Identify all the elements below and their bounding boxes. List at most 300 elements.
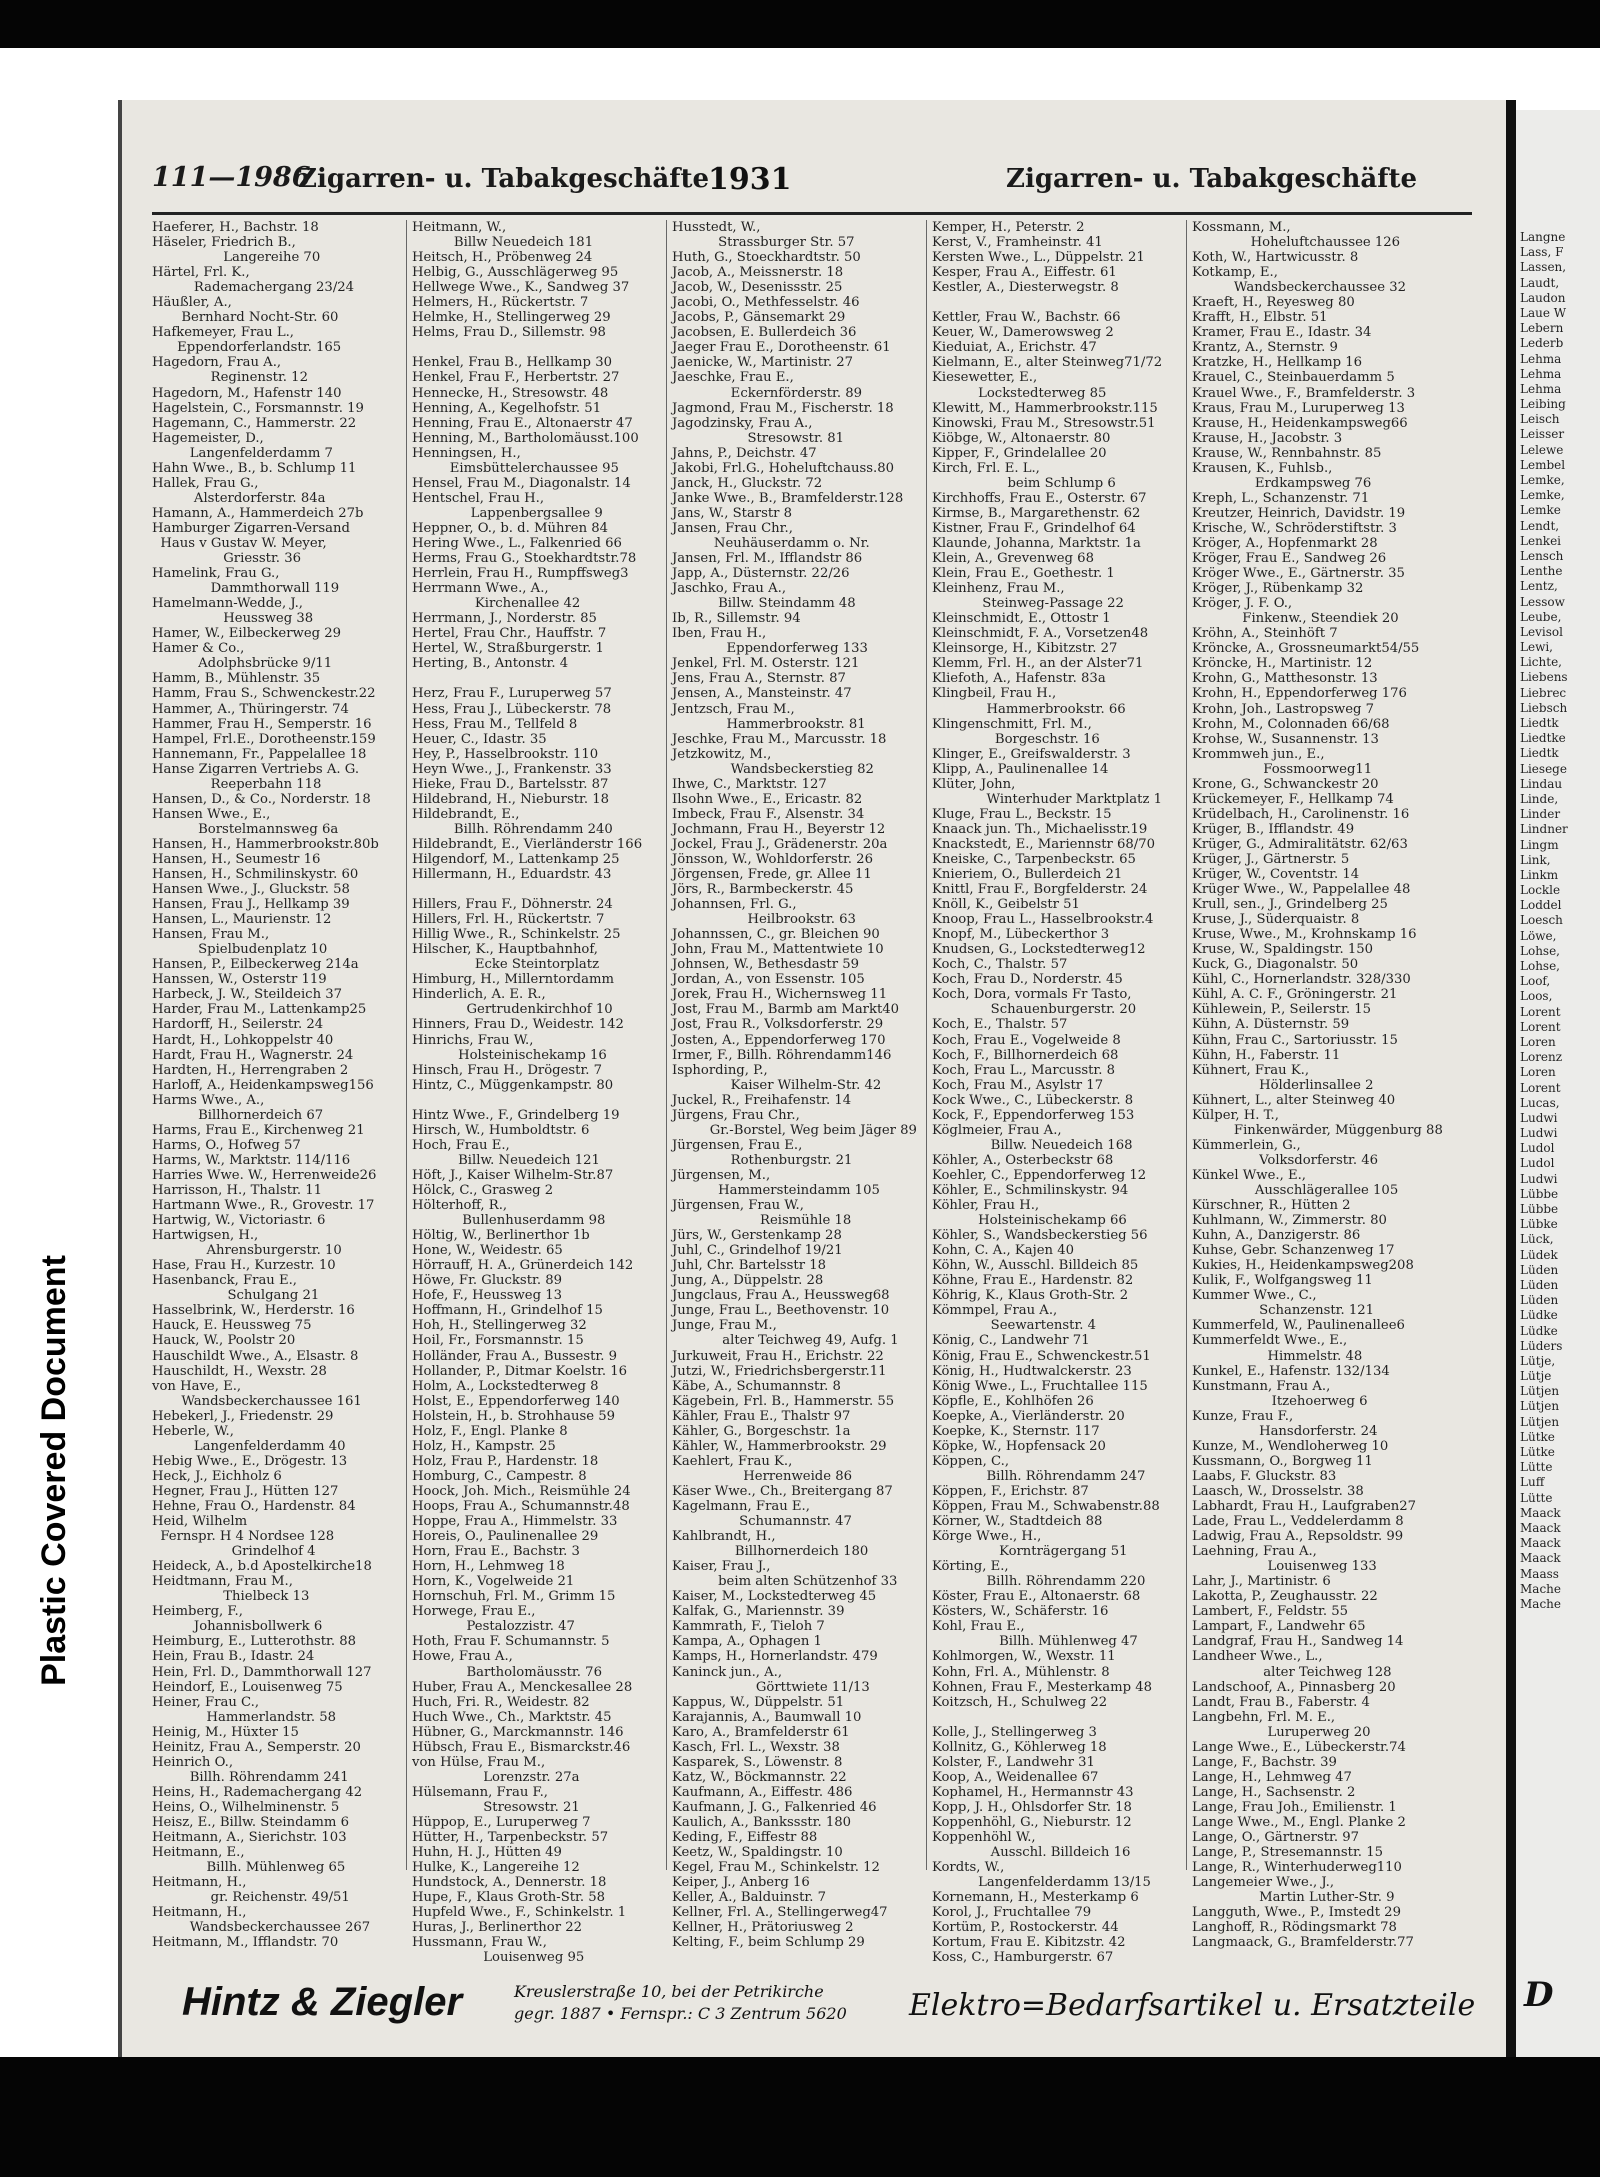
directory-entry: Hasenbanck, Frau E., — [152, 1273, 297, 1289]
directory-entry: Ib, R., Sillemstr. 94 — [672, 611, 801, 627]
directory-entry: König, H., Hudtwalckerstr. 23 — [932, 1363, 1132, 1379]
directory-entry: Karo, A., Bramfelderstr 61 — [672, 1724, 850, 1740]
directory-entry: Keding, F., Eiffestr 88 — [672, 1830, 818, 1846]
directory-entry: Itzehoerweg 6 — [1192, 1393, 1368, 1409]
directory-entry: Landschoof, A., Pinnasberg 20 — [1192, 1679, 1396, 1695]
directory-entry: Jörs, R., Barmbeckerstr. 45 — [672, 882, 854, 898]
directory-entry: Klipp, A., Paulinenallee 14 — [932, 761, 1109, 777]
directory-entry — [932, 295, 1184, 310]
directory-entry: gr. Reichenstr. 49/51 — [152, 1890, 350, 1906]
adjacent-entry-stub: Linkm — [1520, 867, 1559, 882]
directory-entry: Kophamel, H., Hermannstr 43 — [932, 1784, 1134, 1800]
adjacent-entry-stub: Lehma — [1520, 381, 1562, 396]
directory-entry: Hupfeld Wwe., F., Schinkelstr. 1 — [412, 1905, 627, 1921]
adjacent-entry-stub: Ludol — [1520, 1156, 1555, 1171]
column-2 — [412, 220, 664, 1966]
directory-entry: Rademachergang 23/24 — [152, 280, 355, 296]
directory-entry: Hoock, Joh. Mich., Reismühle 24 — [412, 1483, 631, 1499]
adjacent-entry-stub: Lübke — [1520, 1217, 1558, 1232]
directory-entry: Heitsch, H., Pröbenweg 24 — [412, 250, 593, 266]
adjacent-entry-stub: Liebrec — [1520, 685, 1567, 700]
directory-entry: Koepke, A., Vierländerstr. 20 — [932, 1408, 1125, 1424]
directory-entry: Lappenbergsallee 9 — [412, 505, 603, 521]
directory-entry: Hamer & Co., — [152, 641, 245, 657]
directory-entry: Hammer, Frau H., Semperstr. 16 — [152, 716, 372, 732]
directory-entry: Billh. Röhrendamm 247 — [932, 1468, 1146, 1484]
directory-entry: Kellner, Frl. A., Stellingerweg47 — [672, 1905, 888, 1921]
directory-entry: Finkenw., Steendiek 20 — [1192, 611, 1399, 627]
directory-entry: Jaeschke, Frau E., — [672, 370, 794, 386]
directory-entry: Köhn, W., Ausschl. Billdeich 85 — [932, 1258, 1139, 1274]
directory-entry: Billh. Mühlenweg 65 — [152, 1860, 346, 1876]
directory-entry: Koehler, C., Eppendorferweg 12 — [932, 1167, 1147, 1183]
directory-entry: Kampa, A., Ophagen 1 — [672, 1634, 822, 1650]
directory-entry: Heiner, Frau C., — [152, 1694, 260, 1710]
directory-entry: Kruse, J., Süderquaistr. 8 — [1192, 912, 1360, 928]
directory-entry: Hillers, Frau F., Döhnerstr. 24 — [412, 897, 613, 913]
directory-entry: Horwege, Frau E., — [412, 1604, 536, 1620]
adjacent-entry-stub: Lübbe — [1520, 1186, 1559, 1201]
directory-entry: Jungclaus, Frau A., Heussweg68 — [672, 1288, 890, 1304]
directory-entry: Kähler, G., Borgeschstr. 1a — [672, 1423, 851, 1439]
directory-entry: Höft, J., Kaiser Wilhelm-Str.87 — [412, 1167, 614, 1183]
adjacent-entry-stub: Loos, — [1520, 989, 1553, 1004]
directory-entry: Kluge, Frau L., Beckstr. 15 — [932, 806, 1112, 822]
directory-entry: Krause, H., Jacobstr. 3 — [1192, 430, 1343, 446]
adjacent-entry-stub: Lütjen — [1520, 1399, 1560, 1414]
directory-entry: Heitmann, W., — [412, 220, 507, 235]
directory-entry: Härtel, Frl. K., — [152, 265, 250, 281]
adjacent-entry-stub: Lewi, — [1520, 640, 1553, 655]
directory-entry: Lampart, F., Landwehr 65 — [1192, 1619, 1366, 1635]
directory-entry: Huber, Frau A., Menckesallee 28 — [412, 1679, 633, 1695]
column-3 — [672, 220, 924, 1951]
directory-entry: Wandsbeckerchaussee 267 — [152, 1920, 371, 1936]
directory-entry: Kappus, W., Düppelstr. 51 — [672, 1694, 845, 1710]
column-divider — [1186, 220, 1187, 1870]
directory-entry: Kornträgergang 51 — [932, 1544, 1128, 1560]
directory-entry: Kleinschmidt, E., Ottostr 1 — [932, 611, 1111, 627]
directory-entry: Koch, E., Thalstr. 57 — [932, 1017, 1068, 1033]
directory-entry: Hoil, Fr., Forsmannstr. 15 — [412, 1333, 584, 1349]
directory-entry: Reeperbahn 118 — [152, 776, 322, 792]
directory-entry: Fernspr. H 4 Nordsee 128 — [152, 1529, 335, 1545]
directory-entry: Hussmann, Frau W., — [412, 1935, 547, 1951]
directory-entry: Hansdorferstr. 24 — [1192, 1423, 1378, 1439]
directory-entry: Hardorff, H., Seilerstr. 24 — [152, 1017, 324, 1033]
directory-entry: Jansen, Frau Chr., — [672, 520, 793, 536]
year-heading: 1931 — [708, 162, 792, 197]
adjacent-entry-stub: Ludol — [1520, 1141, 1555, 1156]
directory-entry: Hartwigsen, H., — [152, 1228, 259, 1244]
directory-entry: Kiesewetter, E., — [932, 370, 1038, 386]
adjacent-entry-stub: Leisser — [1520, 427, 1565, 442]
directory-entry: Kistner, Frau F., Grindelhof 64 — [932, 520, 1136, 536]
scan-border-bottom — [0, 2057, 1600, 2177]
directory-entry: Langmaack, G., Bramfelderstr.77 — [1192, 1935, 1414, 1951]
directory-entry: Kirchhoffs, Frau E., Osterstr. 67 — [932, 490, 1147, 506]
directory-entry: Schumannstr. 47 — [672, 1514, 852, 1530]
directory-entry: Harms, W., Marktstr. 114/116 — [152, 1152, 351, 1168]
directory-entry: Kummerfeld, W., Paulinenallee6 — [1192, 1318, 1405, 1334]
adjacent-entry-stub: Lüdke — [1520, 1308, 1558, 1323]
directory-entry: Kukies, H., Heidenkampsweg208 — [1192, 1258, 1414, 1274]
directory-entry: Horn, Frau E., Bachstr. 3 — [412, 1544, 580, 1560]
directory-entry: Hartmann Wwe., R., Grovestr. 17 — [152, 1198, 375, 1214]
directory-entry: Kestler, A., Diesterwegstr. 8 — [932, 280, 1119, 296]
directory-entry: Juhl, C., Grindelhof 19/21 — [672, 1243, 843, 1259]
directory-entry: Köpke, W., Hopfensack 20 — [932, 1438, 1106, 1454]
directory-entry: Kuhlmann, W., Zimmerstr. 80 — [1192, 1213, 1387, 1229]
directory-entry: Iben, Frau H., — [672, 626, 767, 642]
adjacent-entry-stub: Lorent — [1520, 1019, 1561, 1034]
directory-entry: Heid, Wilhelm — [152, 1514, 248, 1530]
directory-entry: Heck, J., Eichholz 6 — [152, 1468, 282, 1484]
directory-entry: Hulke, K., Langereihe 12 — [412, 1860, 580, 1876]
ad-address: Kreuslerstraße 10, bei der Petrikirche — [514, 1982, 824, 2001]
directory-entry: Klingenschmitt, Frl. M., — [932, 716, 1092, 732]
directory-entry: Keuer, W., Damerowsweg 2 — [932, 325, 1114, 341]
directory-entry: Janck, H., Gluckstr. 72 — [672, 475, 823, 491]
directory-entry: beim Schlump 6 — [932, 475, 1116, 491]
directory-entry: Hamelmann-Wedde, J., — [152, 596, 303, 612]
directory-entry: Ilsohn Wwe., E., Ericastr. 82 — [672, 791, 863, 807]
directory-entry: Hollander, P., Ditmar Koelstr. 16 — [412, 1363, 627, 1379]
directory-entry: Kummerfeldt Wwe., E., — [1192, 1333, 1348, 1349]
directory-entry: Hinners, Frau D., Weidestr. 142 — [412, 1017, 624, 1033]
directory-entry: Hieke, Frau D., Bartelsstr. 87 — [412, 776, 609, 792]
directory-entry: Köppen, F., Erichstr. 87 — [932, 1483, 1089, 1499]
directory-entry: Kipper, F., Grindelallee 20 — [932, 445, 1107, 461]
directory-entry: Holsteinischekamp 16 — [412, 1047, 607, 1063]
directory-entry: Ahrensburgerstr. 10 — [152, 1243, 342, 1259]
directory-entry: Juckel, R., Freihafenstr. 14 — [672, 1092, 852, 1108]
directory-entry: Kähler, W., Hammerbrookstr. 29 — [672, 1438, 887, 1454]
adjacent-entry-stub: Laue W — [1520, 305, 1567, 320]
directory-entry: Hampel, Frl.E., Dorotheenstr.159 — [152, 731, 376, 747]
adjacent-entry-stub: Linder — [1520, 807, 1561, 822]
directory-entry: Jürgensen, Frau E., — [672, 1137, 803, 1153]
directory-entry: Kröncke, H., Martinistr. 12 — [1192, 656, 1373, 672]
directory-entry: Helmke, H., Stellingerweg 29 — [412, 310, 611, 326]
directory-entry: Wandsbeckerstieg 82 — [672, 761, 874, 777]
directory-entry: Finkenwärder, Müggenburg 88 — [1192, 1122, 1443, 1138]
directory-entry: Krommweh jun., E., — [1192, 746, 1325, 762]
directory-entry: Kersten Wwe., L., Düppelstr. 21 — [932, 250, 1145, 266]
directory-entry: Jönsson, W., Wohldorferstr. 26 — [672, 851, 873, 867]
directory-entry: Kunze, M., Wendloherweg 10 — [1192, 1438, 1389, 1454]
directory-entry: Hütter, H., Tarpenbeckstr. 57 — [412, 1830, 609, 1846]
directory-entry: Hansen, L., Maurienstr. 12 — [152, 912, 332, 928]
directory-entry: Langenfelderdamm 7 — [152, 445, 333, 461]
directory-entry: Heimberg, F., — [152, 1604, 243, 1620]
directory-entry: Billw. Neuedeich 121 — [412, 1152, 600, 1168]
directory-entry: Adolphsbrücke 9/11 — [152, 656, 333, 672]
directory-entry: Henkel, Frau B., Hellkamp 30 — [412, 355, 612, 371]
directory-entry: Hinrichs, Frau W., — [412, 1032, 534, 1048]
directory-entry: Winterhuder Marktplatz 1 — [932, 791, 1162, 807]
adjacent-entry-stub: Ludwi — [1520, 1171, 1558, 1186]
directory-entry: Hansen, H., Schmilinskystr. 60 — [152, 867, 359, 883]
directory-entry: Jurkuweit, Frau H., Erichstr. 22 — [672, 1348, 884, 1364]
directory-entry: Knopf, M., Lübeckerthor 3 — [932, 927, 1110, 943]
directory-entry: Lakotta, P., Zeughausstr. 22 — [1192, 1589, 1378, 1605]
directory-entry: Hess, Frau J., Lübeckerstr. 78 — [412, 701, 612, 717]
directory-entry: Huch, Fri. R., Weidestr. 82 — [412, 1694, 590, 1710]
directory-entry: Hildebrandt, E., Vierländerstr 166 — [412, 836, 643, 852]
directory-entry: Langguth, Wwe., P., Imstedt 29 — [1192, 1905, 1401, 1921]
directory-entry: Hübner, G., Marckmannstr. 146 — [412, 1724, 624, 1740]
directory-entry: Kühn, Frau C., Sartoriusstr. 15 — [1192, 1032, 1398, 1048]
directory-entry: Köhler, A., Osterbeckstr 68 — [932, 1152, 1114, 1168]
directory-entry: Herrenweide 86 — [672, 1468, 853, 1484]
directory-entry: Kelting, F., beim Schlump 29 — [672, 1935, 865, 1951]
directory-entry: Steinweg-Passage 22 — [932, 596, 1124, 612]
directory-entry: Ausschl. Billdeich 16 — [932, 1845, 1131, 1861]
adjacent-entry-stub: Leube, — [1520, 609, 1562, 624]
directory-entry: Lambert, F., Feldstr. 55 — [1192, 1604, 1349, 1620]
directory-entry: Heitmann, H., — [152, 1905, 247, 1921]
directory-entry: Griesstr. 36 — [152, 551, 301, 567]
directory-entry: Louisenweg 95 — [412, 1950, 585, 1966]
directory-entry: Huras, J., Berlinerthor 22 — [412, 1920, 582, 1936]
directory-entry: Hildebrand, H., Nieburstr. 18 — [412, 791, 610, 807]
directory-entry: Katz, W., Böckmannstr. 22 — [672, 1769, 847, 1785]
directory-entry: Kaufmann, J. G., Falkenried 46 — [672, 1799, 877, 1815]
directory-entry — [932, 1710, 1184, 1725]
directory-entry: Kagelmann, Frau E., — [672, 1498, 810, 1514]
directory-entry: Langenfelderdamm 40 — [152, 1438, 346, 1454]
directory-entry: Kossmann, M., — [1192, 220, 1291, 235]
adjacent-entry-stub: Link, — [1520, 852, 1551, 867]
directory-entry: Haus v Gustav W. Meyer, — [152, 535, 327, 551]
directory-entry: Kortum, Frau E. Kibitzstr. 42 — [932, 1935, 1126, 1951]
directory-entry: Billh. Röhrendamm 240 — [412, 821, 613, 837]
directory-entry: Hüppop, E., Luruperweg 7 — [412, 1814, 591, 1830]
directory-entry: Billh. Mühlenweg 47 — [932, 1634, 1138, 1650]
directory-page — [118, 100, 1506, 2080]
directory-entry: Gertrudenkirchhof 10 — [412, 1002, 613, 1018]
directory-entry: Kinowski, Frau M., Stresowstr.51 — [932, 415, 1156, 431]
directory-entry: Hagelstein, C., Forsmannstr. 19 — [152, 400, 364, 416]
directory-entry: Hirsch, W., Humboldtstr. 6 — [412, 1122, 590, 1138]
adjacent-page — [1516, 110, 1600, 2080]
directory-entry: Hensel, Frau M., Diagonalstr. 14 — [412, 475, 631, 491]
directory-entry: Kaehlert, Frau K., — [672, 1453, 793, 1469]
adjacent-entry-stub: Lentz, — [1520, 579, 1558, 594]
adjacent-entry-stub: Lohse, — [1520, 959, 1560, 973]
directory-entry: Billw. Neuedeich 168 — [932, 1137, 1133, 1153]
adjacent-entry-stub: Lebern — [1520, 321, 1564, 336]
directory-entry: Keller, A., Balduinstr. 7 — [672, 1890, 826, 1906]
adjacent-entry-stub: Lütjen — [1520, 1384, 1560, 1399]
adjacent-entry-stub: Lütte — [1520, 1490, 1553, 1505]
directory-entry: Kaulich, A., Bankssstr. 180 — [672, 1814, 852, 1830]
directory-entry: Krause, W., Rennbahnstr. 85 — [1192, 445, 1382, 461]
directory-entry: König Wwe., L., Fruchtallee 115 — [932, 1378, 1148, 1394]
directory-entry: Laehning, Frau A., — [1192, 1544, 1317, 1560]
directory-entry: Eckernförderstr. 89 — [672, 385, 863, 401]
directory-entry: Huch Wwe., Ch., Marktstr. 45 — [412, 1709, 612, 1725]
directory-entry: Koch, F., Billhornerdeich 68 — [932, 1047, 1119, 1063]
adjacent-entry-stub: Lorent — [1520, 1080, 1561, 1095]
directory-entry: Heins, H., Rademachergang 42 — [152, 1784, 363, 1800]
directory-entry: Johnsen, W., Bethesdastr 59 — [672, 957, 859, 973]
directory-entry: Jans, W., Starstr 8 — [672, 505, 793, 521]
directory-entry: Köppen, Frau M., Schwabenstr.88 — [932, 1498, 1160, 1514]
directory-entry: Jetzkowitz, M., — [672, 746, 772, 762]
adjacent-entry-stub: Lemke, — [1520, 473, 1565, 487]
directory-entry: Homburg, C., Campestr. 8 — [412, 1468, 587, 1484]
directory-entry: Kettler, Frau W., Bachstr. 66 — [932, 310, 1121, 326]
directory-entry: Kratzke, H., Hellkamp 16 — [1192, 355, 1363, 371]
directory-entry: Körner, W., Stadtdeich 88 — [932, 1514, 1103, 1530]
adjacent-entry-stub: Maack — [1520, 1505, 1561, 1520]
directory-entry: Jentzsch, Frau M., — [672, 701, 795, 717]
directory-entry: Jahns, P., Deichstr. 47 — [672, 445, 817, 461]
directory-entry: Thielbeck 13 — [152, 1589, 310, 1605]
adjacent-entry-stub: Lassen, — [1520, 260, 1567, 275]
directory-entry: Knaack jun. Th., Michaelisstr.19 — [932, 821, 1148, 837]
directory-entry: Kühl, C., Hornerlandstr. 328/330 — [1192, 972, 1411, 988]
directory-entry: Heindorf, E., Louisenweg 75 — [152, 1679, 343, 1695]
directory-entry: Hegner, Frau J., Hütten 127 — [152, 1483, 339, 1499]
adjacent-entry-stub: Lindner — [1520, 822, 1568, 837]
directory-entry: Kühl, A. C. F., Gröningerstr. 21 — [1192, 987, 1398, 1003]
adjacent-entry-stub: Lehma — [1520, 351, 1562, 366]
directory-entry: Kolster, F., Landwehr 31 — [932, 1754, 1095, 1770]
directory-entry: von Have, E., — [152, 1378, 242, 1394]
directory-entry: Hillig Wwe., R., Schinkelstr. 25 — [412, 927, 621, 943]
directory-entry: Herrmann Wwe., A., — [412, 581, 549, 597]
directory-entry: Kulik, F., Wolfgangsweg 11 — [1192, 1273, 1373, 1289]
directory-entry: Eppendorferlandstr. 165 — [152, 340, 342, 356]
adjacent-entry-stub: Lockle — [1520, 883, 1561, 898]
directory-entry: Langereihe 70 — [152, 250, 321, 266]
directory-entry: Krüger, B., Ifflandstr. 49 — [1192, 821, 1355, 837]
directory-entry: Billw Neuedeich 181 — [412, 235, 594, 251]
directory-entry: Knöll, K., Geibelstr 51 — [932, 897, 1080, 913]
adjacent-entry-stub: Lensch — [1520, 548, 1564, 563]
directory-entry: Horeis, O., Paulinenallee 29 — [412, 1529, 599, 1545]
directory-entry: Kohnen, Frau F., Mesterkamp 48 — [932, 1679, 1153, 1695]
directory-entry: Hertel, W., Straßburgerstr. 1 — [412, 641, 604, 657]
directory-entry: Irmer, F., Billh. Röhrendamm146 — [672, 1047, 892, 1063]
directory-entry: Kasch, Frl. L., Wexstr. 38 — [672, 1739, 840, 1755]
directory-entry: Heins, O., Wilhelminenstr. 5 — [152, 1799, 340, 1815]
column-5 — [1192, 220, 1444, 1951]
adjacent-entry-stub: Lütte — [1520, 1460, 1553, 1475]
directory-entry: Ausschlägerallee 105 — [1192, 1183, 1399, 1198]
directory-entry: Wandsbeckerchaussee 32 — [1192, 280, 1406, 296]
directory-entry: Kuhn, A., Danzigerstr. 86 — [1192, 1228, 1361, 1244]
directory-entry: Lange Wwe., E., Lübeckerstr.74 — [1192, 1739, 1406, 1755]
directory-entry: Hansen, Frau M., — [152, 927, 270, 943]
directory-entry: Hahn Wwe., B., b. Schlump 11 — [152, 460, 357, 476]
directory-entry: Jens, Frau A., Sternstr. 87 — [672, 671, 846, 687]
directory-entry: Neuhäuserdamm o. Nr. — [672, 535, 870, 551]
directory-entry: Kägebein, Frl. B., Hammerstr. 55 — [672, 1393, 895, 1409]
adjacent-entry-stub: Laudt, — [1520, 275, 1560, 290]
directory-entry: Eimsbüttelerchaussee 95 — [412, 460, 619, 476]
adjacent-entry-stub: Loren — [1520, 1065, 1556, 1080]
directory-entry: Jagmond, Frau M., Fischerstr. 18 — [672, 400, 894, 416]
directory-entry: Krüger, W., Coventstr. 14 — [1192, 867, 1360, 883]
directory-entry: Johannisbollwerk 6 — [152, 1619, 323, 1635]
ad-slogan: Elektro=Bedarfsartikel u. Ersatzteile — [909, 1988, 1476, 2023]
directory-entry: Holz, F., Engl. Planke 8 — [412, 1423, 568, 1439]
directory-entry: Wandsbeckerchaussee 161 — [152, 1393, 362, 1409]
directory-entry: Erdkampsweg 76 — [1192, 475, 1372, 491]
directory-entry: Kamps, H., Hornerlandstr. 479 — [672, 1649, 878, 1665]
directory-entry: Juhl, Chr. Bartelsstr 18 — [672, 1258, 826, 1274]
directory-entry: Hansen, D., & Co., Norderstr. 18 — [152, 791, 371, 807]
directory-entry: Kornemann, H., Mesterkamp 6 — [932, 1890, 1139, 1906]
directory-entry: alter Teichweg 49, Aufg. 1 — [672, 1333, 899, 1349]
directory-entry: Jürgensen, M., — [672, 1167, 771, 1183]
directory-entry: Hilscher, K., Hauptbahnhof, — [412, 942, 598, 958]
directory-entry: Seewartenstr. 4 — [932, 1318, 1097, 1334]
adjacent-entry-stub: Langne — [1520, 230, 1566, 244]
directory-entry: Kramer, Frau E., Idastr. 34 — [1192, 325, 1372, 341]
directory-entry: Kruse, W., Spaldingstr. 150 — [1192, 942, 1374, 958]
directory-entry: Henningsen, H., — [412, 445, 521, 461]
adjacent-entry-stub: Lüdke — [1520, 1323, 1558, 1338]
directory-entry: Klüter, John, — [932, 776, 1016, 792]
directory-entry: Lange, H., Lehmweg 47 — [1192, 1769, 1352, 1785]
directory-entry: Schulgang 21 — [152, 1288, 320, 1304]
directory-entry: Koepke, K., Sternstr. 117 — [932, 1423, 1100, 1439]
directory-entry: Hansen Wwe., E., — [152, 806, 271, 822]
adjacent-entry-stub: Loddel — [1520, 898, 1562, 913]
directory-entry: Krüger Wwe., W., Pappelallee 48 — [1192, 882, 1411, 898]
directory-entry: Klemm, Frl. H., an der Alster71 — [932, 656, 1144, 672]
directory-entry: Jenkel, Frl. M. Osterstr. 121 — [672, 656, 860, 672]
directory-entry: Köhler, S., Wandsbeckerstieg 56 — [932, 1228, 1148, 1244]
directory-entry: Jordan, A., von Essenstr. 105 — [672, 972, 865, 988]
directory-entry: Köhne, Frau E., Hardenstr. 82 — [932, 1273, 1134, 1289]
directory-entry: Krüdelbach, H., Carolinenstr. 16 — [1192, 806, 1410, 822]
directory-entry: Lade, Frau L., Veddelerdamm 8 — [1192, 1514, 1404, 1530]
directory-entry: Huhn, H. J., Hütten 49 — [412, 1845, 562, 1861]
directory-entry: Heinitz, Frau A., Semperstr. 20 — [152, 1739, 361, 1755]
adjacent-entry-stub: Lenkei — [1520, 533, 1562, 548]
directory-entry: Kröger, J., Rübenkamp 32 — [1192, 581, 1364, 597]
directory-entry: Lorenzstr. 27a — [412, 1769, 580, 1785]
adjacent-entry-stub: Lessow — [1520, 594, 1565, 609]
directory-entry: Jaeger Frau E., Dorotheenstr. 61 — [672, 340, 891, 356]
directory-entry: Spielbudenplatz 10 — [152, 942, 328, 958]
directory-entry: Koth, W., Hartwicusstr. 8 — [1192, 250, 1359, 266]
directory-entry: von Hülse, Frau M., — [412, 1754, 546, 1770]
directory-entry: Hoppe, Frau A., Himmelstr. 33 — [412, 1514, 618, 1530]
directory-entry: Strassburger Str. 57 — [672, 235, 855, 251]
directory-entry: Dammthorwall 119 — [152, 581, 340, 597]
adjacent-entry-stub: Lendt, — [1520, 518, 1560, 533]
directory-entry: Henning, M., Bartholomäusst.100 — [412, 430, 639, 446]
directory-entry: Kieduiat, A., Erichstr. 47 — [932, 340, 1097, 356]
directory-entry: Bartholomäusstr. 76 — [412, 1664, 602, 1680]
adjacent-entry-stub: Ludwi — [1520, 1110, 1558, 1125]
directory-entry: Keetz, W., Spaldingstr. 10 — [672, 1845, 843, 1861]
directory-entry: Knudsen, G., Lockstedterweg12 — [932, 942, 1146, 958]
scan-border-top — [0, 0, 1600, 48]
adjacent-entry-stub: Ludwi — [1520, 1126, 1558, 1141]
adjacent-entry-stub: Maass — [1520, 1566, 1559, 1581]
directory-entry: Henning, Frau E., Altonaerstr 47 — [412, 415, 633, 431]
directory-entry: Hübsch, Frau E., Bismarckstr.46 — [412, 1739, 631, 1755]
directory-entry: Krauel, C., Steinbauerdamm 5 — [1192, 370, 1395, 386]
